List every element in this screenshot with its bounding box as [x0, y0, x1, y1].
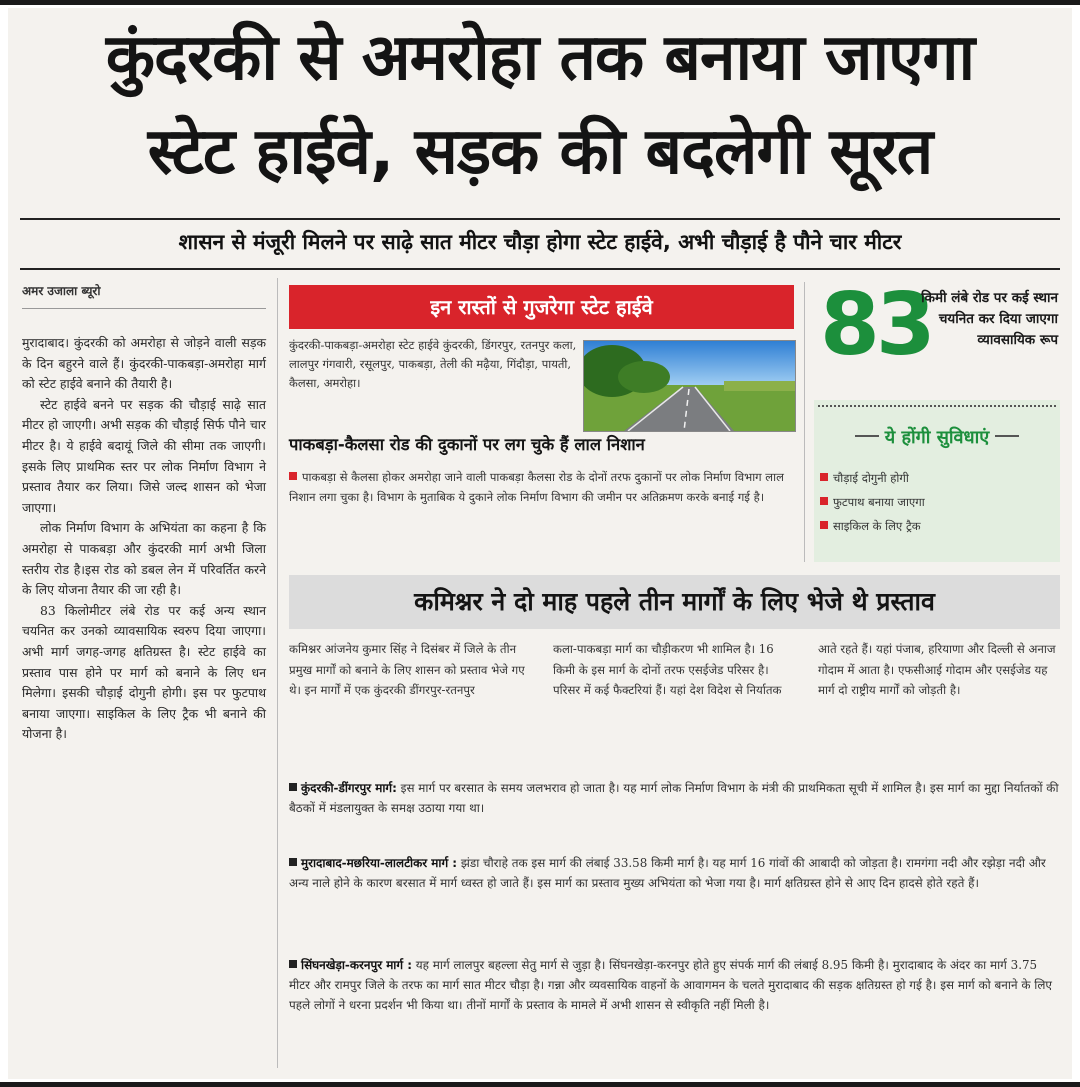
route-item-text: यह मार्ग लालपुर बहल्ला सेतु मार्ग से जुड़ा है। सिंघनखेड़ा-करनपुर होते हुए संपर्क मार्ग की लंबाई 8.95 किमी है। मुरादाबाद के अंदर का मार्ग 3.75 मीटर और रामपुर जिले के तरफ का मार्ग सात मीटर चौड़ा है। गन्ना और व्यवसायिक वाहनों के आवागमन के चलते मुरादाबाद की सड़क क्षतिग्रस्त हो गई है। इस मार्ग को बनाने के लिए पहले लोगों ने धरना प्रदर्शन भी किया था। तीनों मार्गों के प्रस्ताव के मामले में अभी शासन से स्वीकृति नहीं मिली है। — [289, 958, 1052, 1012]
shop-story-title: पाकबड़ा-कैलसा रोड की दुकानों पर लग चुके हैं लाल निशान — [289, 435, 645, 454]
route-item-1 — [289, 778, 1060, 818]
headline-rule — [20, 218, 1060, 220]
route-item-label: कुंदरकी-डींगरपुर मार्ग: — [301, 781, 397, 795]
red-bullet-icon — [820, 521, 828, 529]
route-item-label: सिंघनखेड़ा-करनपुर मार्ग : — [301, 958, 412, 972]
feature-item: फुटपाथ बनाया जाएगा — [820, 490, 1056, 514]
section-column-2: कमिश्नर आंजनेय कुमार सिंह ने दिसंबर में जिले के तीन प्रमुख मार्गों को बनाने के लिए शासन को प्रस्ताव भेजे गए थे। इन मार्गों में एक कुंदरकी डींगरपुर-रतनपुर — [289, 642, 525, 697]
subhead-rule — [20, 268, 1060, 270]
section-column-4: आते रहते हैं। यहां पंजाब, हरियाणा और दिल्ली से अनाज गोदाम में आता है। एफसीआई गोदाम और एसईजेड यह मार्ग दो राष्ट्रीय मार्गों को जोड़ती है। — [818, 642, 1056, 697]
route-item-2 — [289, 853, 1060, 893]
paragraph: स्टेट हाईवे बनने पर सड़क की चौड़ाई साढ़े सात मीटर हो जाएगी। अभी सड़क की चौड़ाई सिर्फ पौने चार मीटर है। ये हाईवे बदायूं जिले की सीमा तक जाएगी। इसके लिए प्राथमिक स्तर पर लोक निर्माण विभाग ने प्रस्ताव तैयार कर लिया। जिसे जल्द शासन को भेजा जाएगा। — [22, 396, 266, 515]
route-item-text: झंडा चौराहे तक इस मार्ग की लंबाई 33.58 किमी मार्ग है। यह मार्ग 16 गांवों की आबादी को जोड़ता है। रामगंगा नदी और रझेड़ा नदी और अन्य नाले होने के कारण बरसात में मार्ग ध्वस्त हो जाते हैं। इस मार्ग का प्रस्ताव मुख्य अभियंता को भेजा गया है। मार्ग क्षतिग्रस्त होने से आए दिन हादसे होते रहते हैं। — [289, 856, 1046, 890]
red-bullet-icon — [820, 473, 828, 481]
article-column-1 — [22, 333, 266, 745]
red-bullet-icon — [289, 472, 297, 480]
headline-line-1: कुंदरकी से अमरोहा तक बनाया जाएगा — [105, 21, 975, 95]
shop-story-text — [289, 468, 794, 507]
route-item-label: मुरादाबाद-मछरिया-लालटीकर मार्ग : — [301, 856, 458, 870]
black-bullet-icon — [289, 960, 297, 968]
shop-story-body: पाकबड़ा से कैलसा होकर अमरोहा जाने वाली पाकबड़ा कैलसा रोड के दोनों तरफ दुकानों पर लोक निर्माण विभाग लाल निशान लगा चुका है। विभाग के मुताबिक ये दुकाने लोक निर्माण विभाग की जमीन पर अतिक्रमण करके बनाई गई है। — [289, 470, 784, 504]
road-photo-image — [584, 341, 795, 431]
route-box-title: इन रास्तों से गुजरेगा स्टेट हाईवे — [289, 285, 794, 329]
byline-rule — [22, 308, 266, 309]
stat-number: 83 — [820, 275, 932, 375]
route-list: कुंदरकी-पाकबड़ा-अमरोहा स्टेट हाईवे कुंदरकी, डिंगरपुर, रतनपुर कला, लालपुर गंगवारी, रसूलपुर, पाकबड़ा, तेली की मढ़ैया, गिंदौड़ा, पायती, कैलसा, अमरोहा। — [289, 338, 577, 390]
red-bullet-icon — [820, 497, 828, 505]
features-title-text: ये होंगी सुविधाएं — [884, 427, 990, 448]
black-bullet-icon — [289, 858, 297, 866]
section-column-3: कला-पाकबड़ा मार्ग का चौड़ीकरण भी शामिल है। 16 किमी के इस मार्ग के दोनों तरफ एसईजेड परिसर है। परिसर में कई फैक्टरियां हैं। यहां देश विदेश से निर्यातक — [553, 642, 782, 697]
route-item-text: इस मार्ग पर बरसात के समय जलभराव हो जाता है। यह मार्ग लोक निर्माण विभाग के मंत्री की प्राथमिकता सूची में शामिल है। इस मार्ग का मुद्दा निर्यातकों की बैठकों में मंडलायुक्त के समक्ष उठाया गया था। — [289, 781, 1059, 815]
paragraph: मुरादाबाद। कुंदरकी को अमरोहा से जोड़ने वाली सड़क के दिन बहुरने वाले हैं। कुंदरकी-पाकबड़ा-अमरोहा मार्ग को स्टेट हाईवे बनाने की तैयारी है। — [22, 335, 266, 392]
subheadline: शासन से मंजूरी मिलने पर साढ़े सात मीटर चौड़ा होगा स्टेट हाईवे, अभी चौड़ाई है पौने चार मीटर — [178, 230, 902, 254]
byline: अमर उजाला ब्यूरो — [22, 284, 101, 298]
feature-item: चौड़ाई दोगुनी होगी — [820, 466, 1056, 490]
dotted-divider — [818, 405, 1056, 407]
features-list — [820, 466, 1056, 538]
route-item-3 — [289, 955, 1060, 1015]
features-title — [814, 425, 1060, 449]
section-title: कमिश्नर ने दो माह पहले तीन मार्गों के लिए भेजे थे प्रस्ताव — [414, 587, 935, 616]
feature-item: साइकिल के लिए ट्रैक — [820, 514, 1056, 538]
stat-text: किमी लंबे रोड पर कई स्थान चयनित कर दिया जाएगा व्यावसायिक रूप — [921, 290, 1058, 348]
black-bullet-icon — [289, 783, 297, 791]
column-divider — [277, 278, 278, 1068]
headline-line-2: स्टेट हाईवे, सड़क की बदलेगी सूरत — [147, 115, 933, 189]
right-divider — [804, 282, 805, 562]
road-photo — [583, 340, 796, 432]
paragraph: 83 किलोमीटर लंबे रोड पर कई अन्य स्थान चयनित कर उनको व्यावसायिक स्वरुप दिया जाएगा। अभी मार्ग जगह-जगह क्षतिग्रस्त है। स्टेट हाईवे का प्रस्ताव पास होने पर मार्ग को बनाने के लिए धन मिलेगा। इसकी चौड़ाई दोगुनी होगी। इस पर फुटपाथ बनाया जाएगा। साइकिल के लिए ट्रैक भी बनाने की योजना है। — [22, 602, 266, 742]
paragraph: लोक निर्माण विभाग के अभियंता का कहना है कि अमरोहा से पाकबड़ा और कुंदरकी मार्ग अभी जिला स्तरीय रोड है।इस रोड को डबल लेन में परिवर्तित करने के लिए योजना तैयार की जा रही है। — [22, 520, 266, 598]
